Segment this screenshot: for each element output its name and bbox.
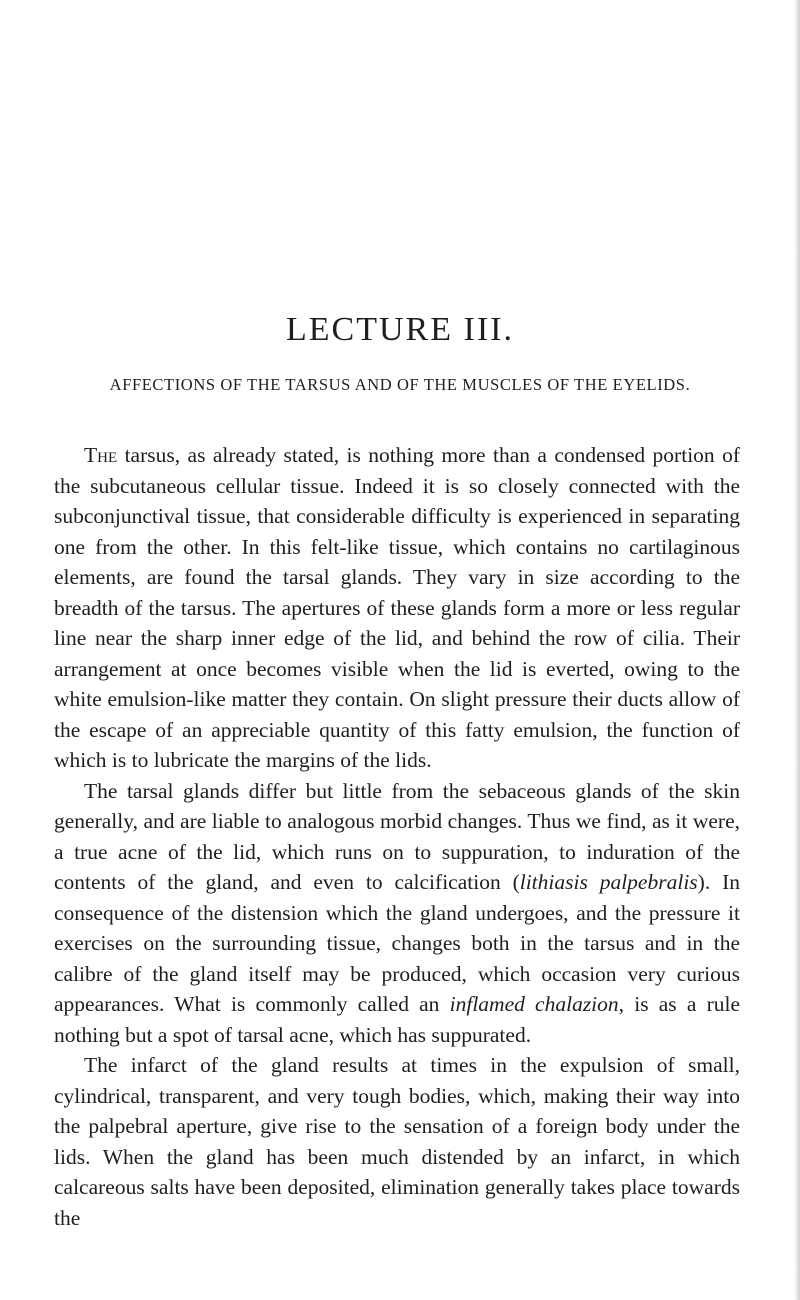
paragraph-3 xyxy=(54,1050,740,1233)
paragraph-3-text: The infarct of the gland results at times in the expulsion of small, cylindrical, transparent, and very tough bodies, which, making their way into the palpebral aperture, give rise to the sensation of a foreign body under the lids. When the gland has been much distended by an infarct, in which calcareous salts have been deposited, elimination generally takes place towards the xyxy=(54,1053,740,1230)
paragraph-1-text: tarsus, as already stated, is nothing more than a condensed portion of the subcutaneous cellular tissue. Indeed it is so closely connected with the subconjunctival tissue, that considerable difficulty is experienced in separating one from the other. In this felt-like tissue, which contains no cartilaginous elements, are found the tarsal glands. They vary in size according to the breadth of the tarsus. The apertures of these glands form a more or less regular line near the sharp inner edge of the lid, and behind the row of cilia. Their arrangement at once becomes visible when the lid is everted, owing to the white emulsion-like matter they contain. On slight pressure their ducts allow of the escape of an appreciable quantity of this fatty emulsion, the function of which is to lubricate the margins of the lids. xyxy=(54,443,740,772)
paragraph-2-italic-chalazion: inflamed chalazion xyxy=(449,992,619,1016)
paragraph-2-text-b: ). In consequence of the distension which the gland undergoes, and the pressure it exercises on the surrounding tissue, changes both in the tarsus and in the calibre of the gland itself may be produced, which occasion very curious appearances. What is commonly called an xyxy=(54,870,740,1016)
paragraph-2-text-a: The tarsal glands differ but little from the sebaceous glands of the skin generally, and are liable to analogous morbid changes. Thus we find, as it were, a true acne of the lid, which runs on to suppuration, to induration of the contents of the gland, and even to calcification ( xyxy=(54,778,740,894)
body-text xyxy=(54,440,740,1233)
paragraph-1 xyxy=(54,440,740,776)
paragraph-2-italic-lithiasis: lithiasis palpebralis xyxy=(519,870,698,894)
paragraph-1-lead: The xyxy=(84,443,118,467)
lecture-subheading: AFFECTIONS OF THE TARSUS AND OF THE MUSCLES OF THE EYELIDS. xyxy=(109,375,691,394)
paragraph-2-text-c: , is as a rule nothing but a spot of tarsal acne, which has suppurated. xyxy=(54,992,741,1047)
paragraph-2 xyxy=(54,776,740,1051)
page-edge-shadow xyxy=(794,0,800,1300)
lecture-heading: LECTURE III. xyxy=(286,311,514,348)
